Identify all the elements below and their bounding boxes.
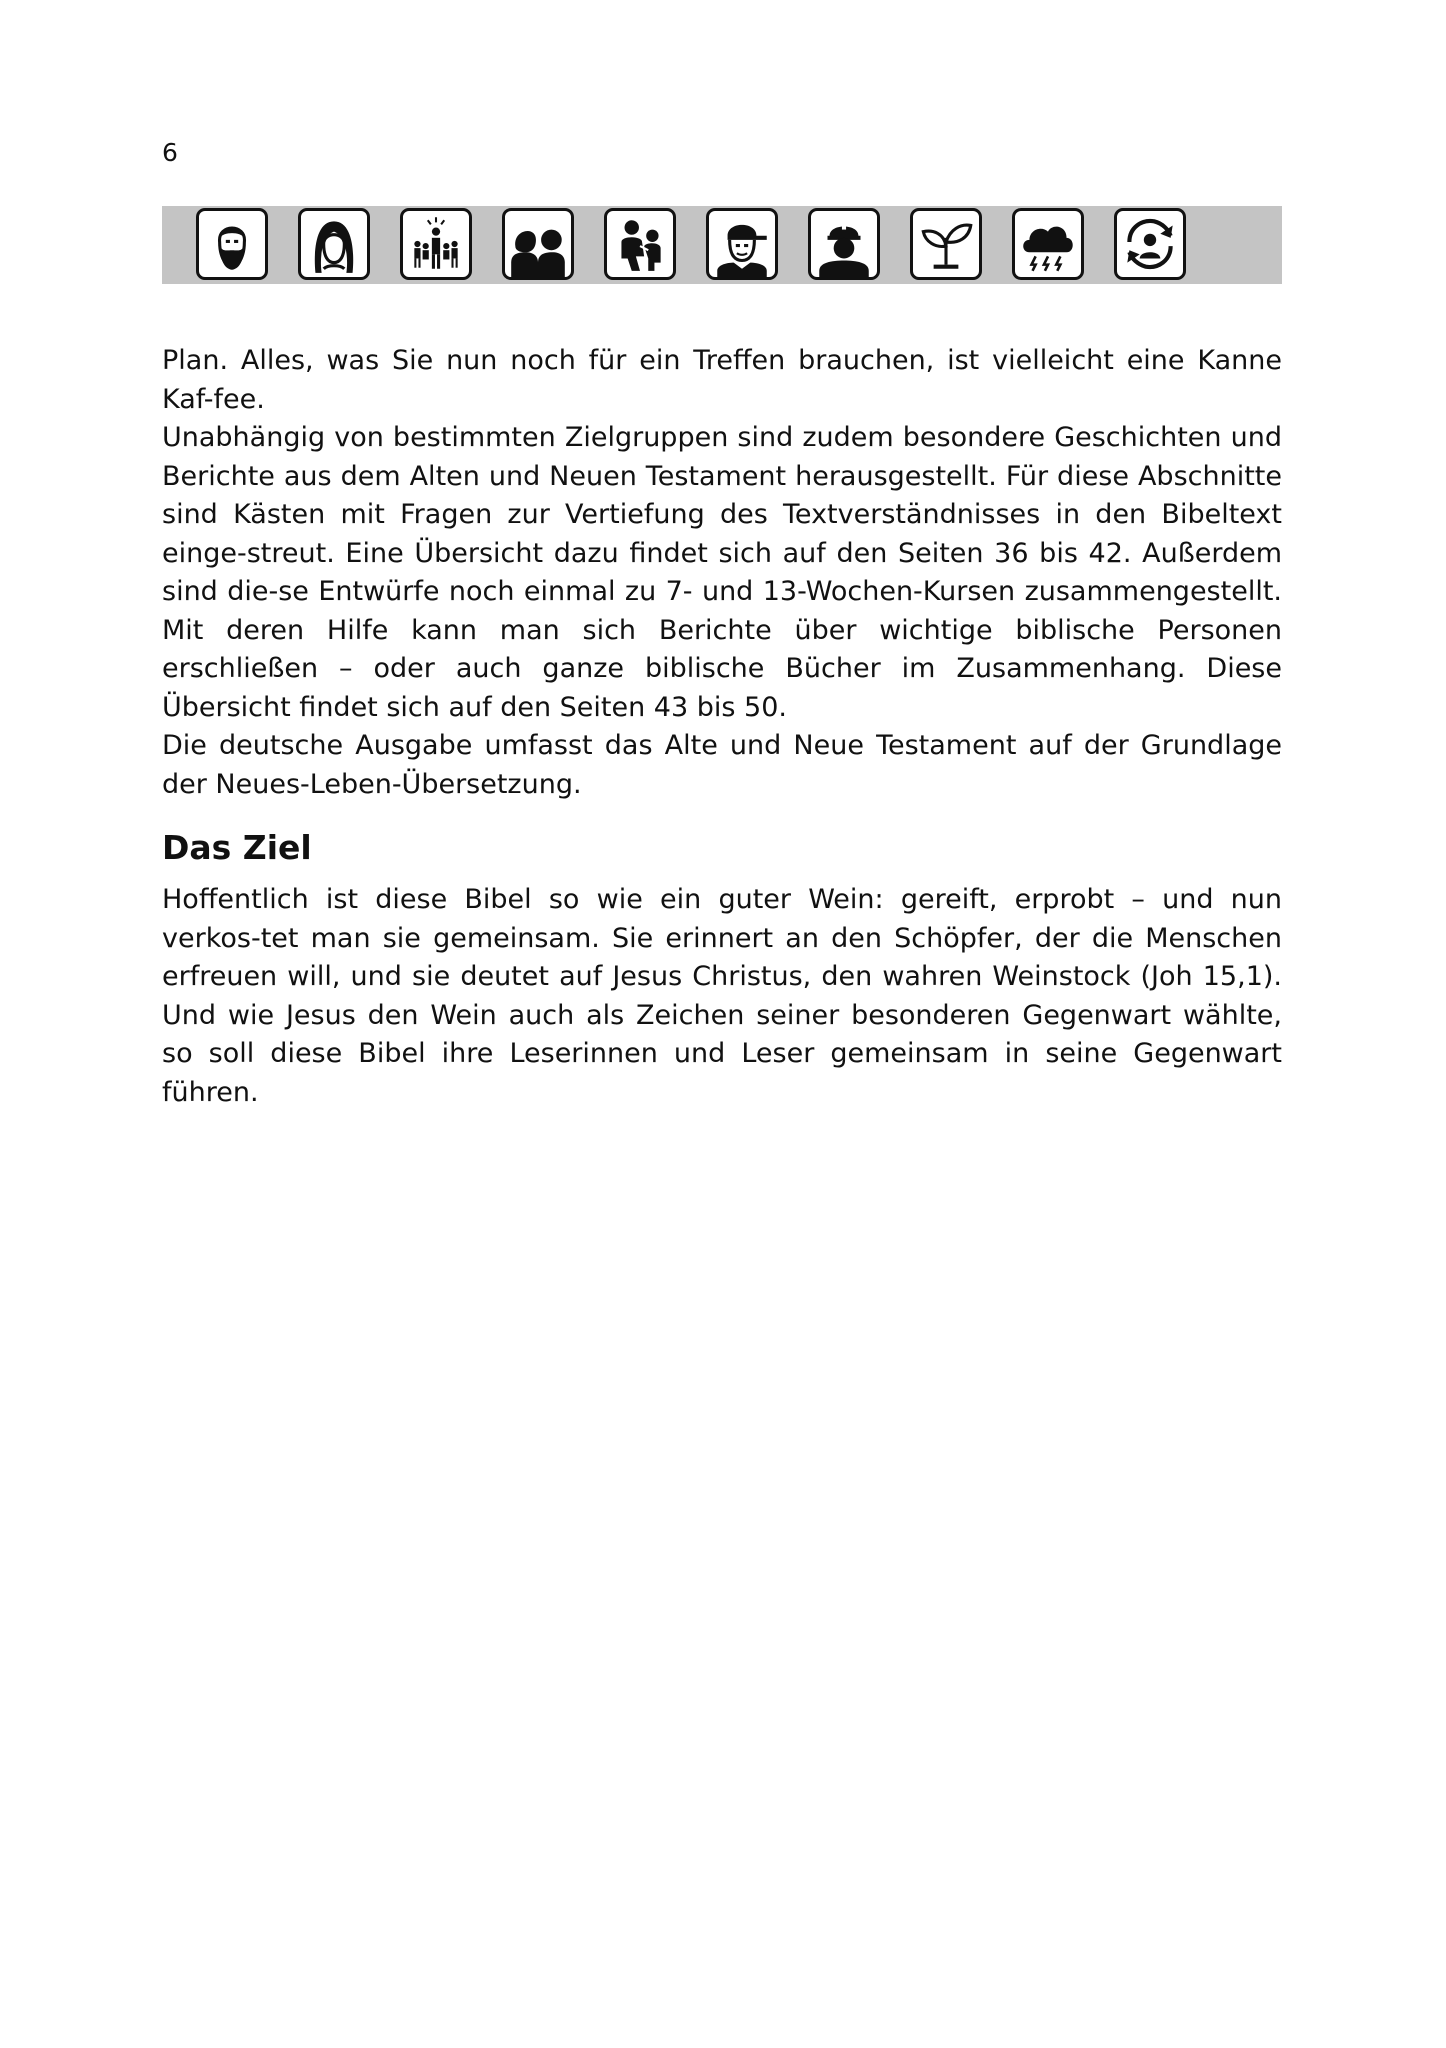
youth-with-cap-icon xyxy=(706,208,778,280)
couple-icon xyxy=(502,208,574,280)
worker-with-helmet-icon xyxy=(808,208,880,280)
section-heading: Das Ziel xyxy=(162,828,312,867)
parent-with-child-icon xyxy=(604,208,676,280)
renewal-cycle-icon xyxy=(1114,208,1186,280)
target-group-icon-bar xyxy=(162,206,1282,284)
bearded-man-icon xyxy=(196,208,268,280)
leader-with-group-icon xyxy=(400,208,472,280)
sprout-icon xyxy=(910,208,982,280)
storm-cloud-icon xyxy=(1012,208,1084,280)
woman-icon xyxy=(298,208,370,280)
paragraph-goal: Hoffentlich ist diese Bibel so wie ein guter Wein: gereift, erprobt – und nun verkos-tet man sie gemeinsam. Sie erinnert an den Schöpfer, der die Menschen erfreuen will, und sie deutet auf Jesus Christus, den wahren Weinstock (Joh 15,1). Und wie Jesus den Wein auch als Zeichen seiner besonderen Gegenwart wählte, so soll diese Bibel ihre Leserinnen und Leser gemeinsam in seine Gegenwart führen. xyxy=(162,884,1282,1108)
paragraph-edition: Die deutsche Ausgabe umfasst das Alte und Neue Testament auf der Grundlage der Neues-Leben-Übersetzung. xyxy=(162,730,1282,800)
page-number: 6 xyxy=(162,138,178,167)
paragraph-continuation: Plan. Alles, was Sie nun noch für ein Treffen brauchen, ist vielleicht eine Kanne Kaf-fee. xyxy=(162,345,1282,415)
paragraph-overview: Unabhängig von bestimmten Zielgruppen sind zudem besondere Geschichten und Berichte aus dem Alten und Neuen Testament herausgestellt. Für diese Abschnitte sind Kästen mit Fragen zur Vertiefung des Textverständnisses in den Bibeltext einge-streut. Eine Übersicht dazu findet sich auf den Seiten 36 bis 42. Außerdem sind die-se Entwürfe noch einmal zu 7- und 13-Wochen-Kursen zusammengestellt. Mit deren Hilfe kann man sich Berichte über wichtige biblische Personen erschließen – oder auch ganze biblische Bücher im Zusammenhang. Diese Übersicht findet sich auf den Seiten 43 bis 50. xyxy=(162,422,1282,723)
